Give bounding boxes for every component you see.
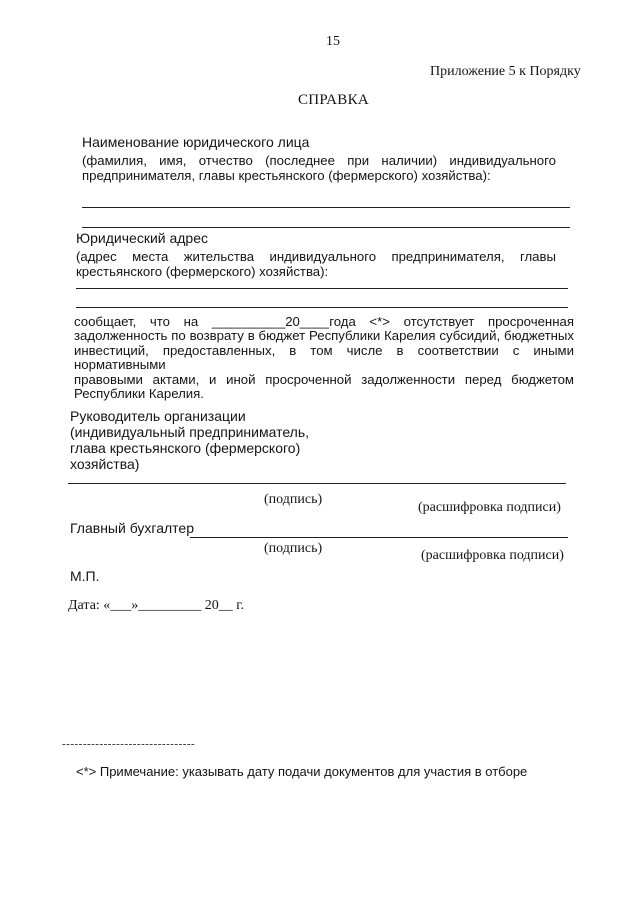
legal-entity-note-line-2: предпринимателя, главы крестьянского (фермерского) хозяйства): — [82, 167, 491, 183]
legal-entity-fill-line-1 — [82, 207, 570, 208]
date-line: Дата: «___»_________ 20__ г. — [68, 598, 244, 613]
accountant-label: Главный бухгалтер — [70, 520, 194, 536]
head-title-line-1: Руководитель организации — [70, 408, 246, 424]
address-fill-line-1 — [76, 288, 568, 289]
statement-body — [74, 329, 574, 402]
document-title: СПРАВКА — [298, 92, 370, 108]
statement-word: что — [149, 314, 171, 329]
statement-word: на — [183, 314, 199, 329]
statement-word: отсутствует — [403, 314, 475, 329]
head-title-line-4: хозяйства) — [70, 456, 140, 472]
address-note — [76, 250, 556, 279]
footnote-marker: <*> — [369, 314, 390, 329]
head-decoding-caption: (расшифровка подписи) — [418, 500, 561, 515]
statement-word: сообщает, — [74, 314, 137, 329]
statement-line-5: Республики Карелия. — [74, 386, 204, 402]
head-signature-caption: (подпись) — [264, 492, 323, 507]
footnote-separator: -------------------------------- — [62, 738, 196, 750]
statement-word: просроченная — [487, 314, 574, 329]
head-block — [70, 408, 309, 472]
accountant-signature-line — [190, 537, 568, 538]
legal-entity-fill-line-2 — [82, 227, 570, 228]
legal-entity-note-line-1: (фамилия, имя, отчество (последнее при наличии) индивидуального — [82, 153, 556, 168]
head-signature-line — [68, 483, 566, 484]
statement-line-4: правовыми актами, и иной просроченной задолженности перед бюджетом — [74, 371, 574, 387]
statement-line-3: инвестиций, предоставленных, в том числе в соответствии с иными нормативными — [74, 342, 574, 373]
stamp-place: М.П. — [70, 568, 100, 584]
accountant-signature-caption: (подпись) — [264, 541, 323, 556]
page-number: 15 — [326, 34, 340, 49]
head-title-line-3: глава крестьянского (фермерского) — [70, 440, 301, 456]
statement-line-2: задолженность по возврату в бюджет Республики Карелия субсидий, бюджетных — [74, 328, 574, 343]
address-fill-line-2 — [76, 307, 568, 308]
address-note-line-2: крестьянского (фермерского) хозяйства): — [76, 263, 329, 279]
statement-line-1 — [74, 314, 574, 329]
address-label: Юридический адрес — [76, 230, 209, 246]
head-title-line-2: (индивидуальный предприниматель, — [70, 424, 310, 440]
legal-entity-label: Наименование юридического лица — [82, 134, 310, 150]
address-note-line-1: (адрес места жительства индивидуального предпринимателя, главы — [76, 249, 556, 264]
report-date-blank: __________20____года — [211, 314, 356, 329]
accountant-decoding-caption: (расшифровка подписи) — [421, 548, 564, 563]
appendix-reference: Приложение 5 к Порядку — [430, 64, 581, 79]
legal-entity-note — [82, 154, 556, 183]
footnote-text: <*> Примечание: указывать дату подачи документов для участия в отборе — [76, 764, 528, 779]
